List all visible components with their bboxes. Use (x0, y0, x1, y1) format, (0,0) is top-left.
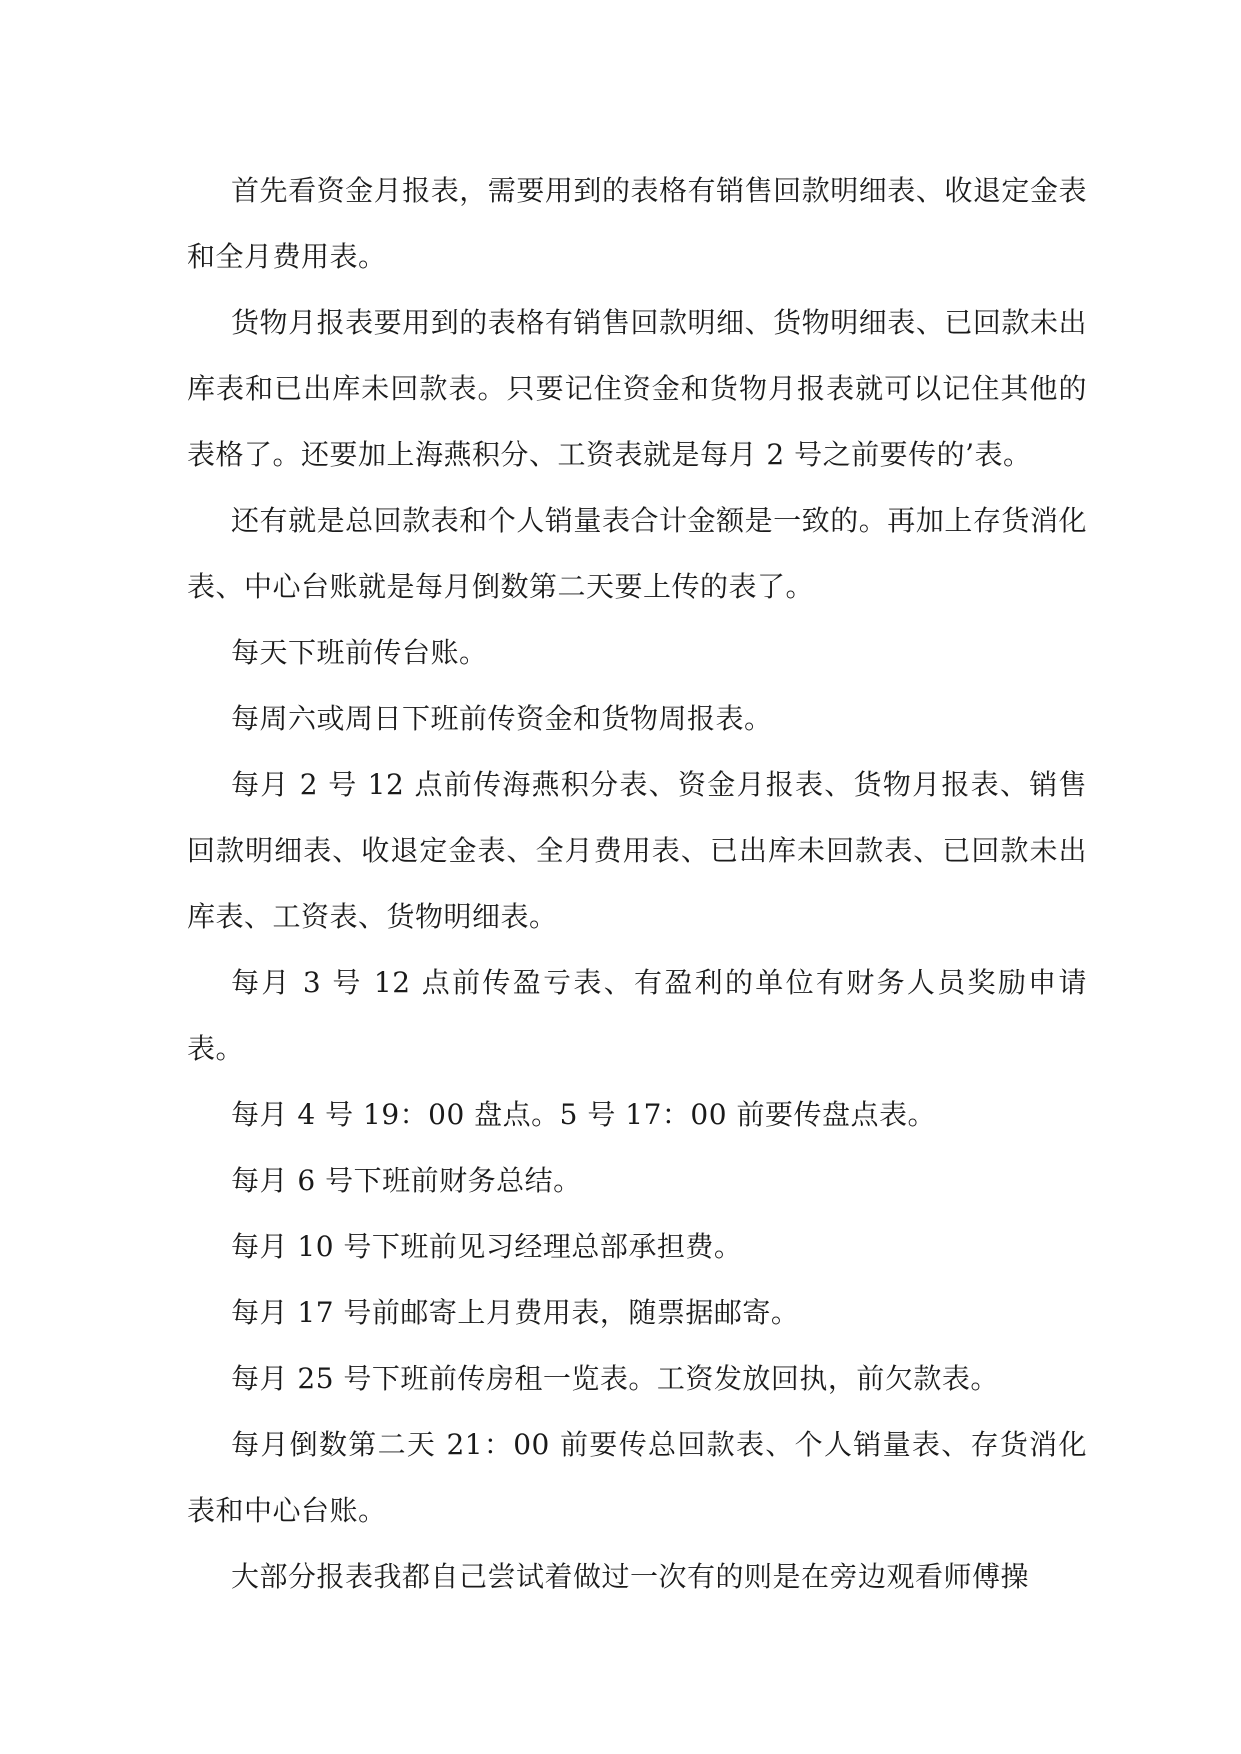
paragraph-funds-monthly-report: 首先看资金月报表，需要用到的表格有销售回款明细表、收退定金表和全月费用表。 (187, 174, 1087, 273)
paragraph-total-payment-table: 还有就是总回款表和个人销量表合计金额是一致的。再加上存货消化表、中心台账就是每月倒数第二天要上传的表了。 (187, 504, 1087, 603)
paragraph-monthly-10th: 每月 10 号下班前见习经理总部承担费。 (231, 1230, 743, 1263)
paragraph-weekly-task: 每周六或周日下班前传资金和货物周报表。 (231, 702, 773, 735)
document-body (187, 158, 1087, 1610)
paragraph-goods-monthly-report: 货物月报表要用到的表格有销售回款明细、货物明细表、已回款未出库表和已出库未回款表。只要记住资金和货物月报表就可以记住其他的表格了。还要加上海燕积分、工资表就是每月 2 号之前要传的’表。 (187, 306, 1087, 471)
paragraph-monthly-2nd: 每月 2 号 12 点前传海燕积分表、资金月报表、货物月报表、销售回款明细表、收退定金表、全月费用表、已出库未回款表、已回款未出库表、工资表、货物明细表。 (187, 768, 1087, 933)
paragraph-monthly-25th: 每月 25 号下班前传房租一览表。工资发放回执，前欠款表。 (231, 1362, 999, 1395)
paragraph-practice-note: 大部分报表我都自己尝试着做过一次有的则是在旁边观看师傅操 (231, 1560, 1030, 1593)
paragraph-monthly-17th: 每月 17 号前邮寄上月费用表，随票据邮寄。 (231, 1296, 800, 1329)
paragraph-monthly-4th: 每月 4 号 19：00 盘点。5 号 17：00 前要传盘点表。 (231, 1098, 936, 1131)
paragraph-second-last-day: 每月倒数第二天 21：00 前要传总回款表、个人销量表、存货消化表和中心台账。 (187, 1428, 1087, 1527)
paragraph-monthly-6th: 每月 6 号下班前财务总结。 (231, 1164, 582, 1197)
paragraph-daily-task: 每天下班前传台账。 (231, 636, 488, 669)
paragraph-monthly-3rd: 每月 3 号 12 点前传盈亏表、有盈利的单位有财务人员奖励申请表。 (187, 966, 1087, 1065)
